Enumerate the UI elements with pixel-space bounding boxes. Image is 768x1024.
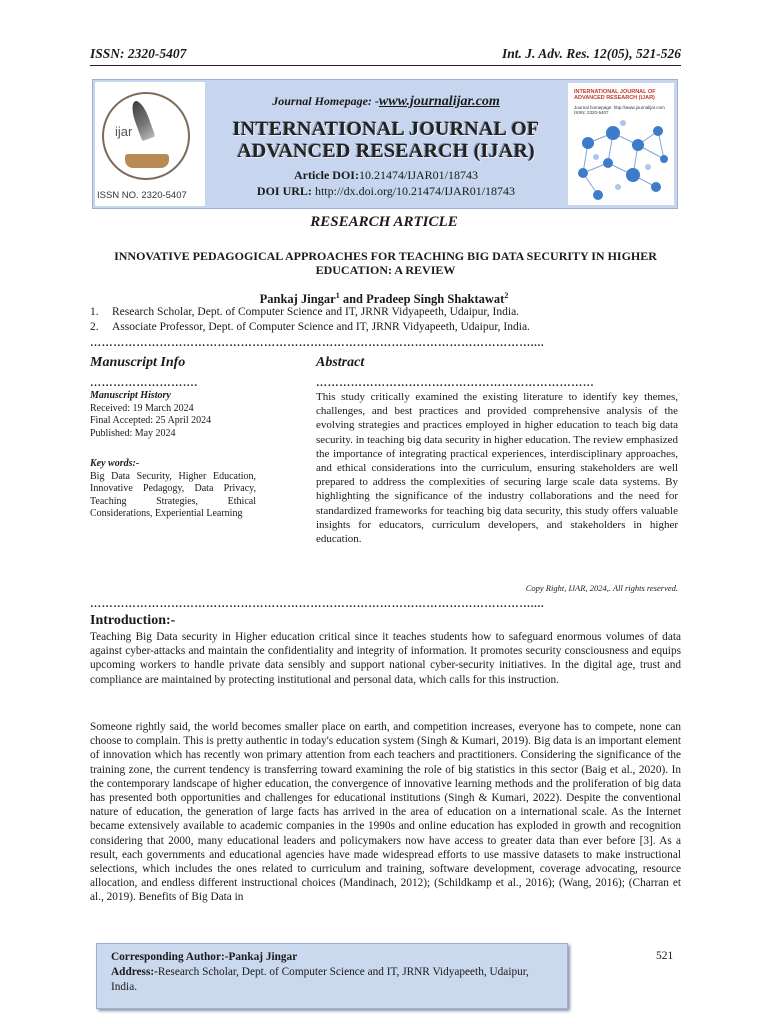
separator-dots: …………………………………………………………………………………………………….... bbox=[90, 337, 545, 349]
affiliation-number: 2. bbox=[90, 321, 99, 333]
issn-header: ISSN: 2320-5407 bbox=[90, 46, 187, 61]
title-line2: EDUCATION: A REVIEW bbox=[315, 263, 456, 277]
journal-name-line2: ADVANCED RESEARCH (IJAR) bbox=[237, 140, 535, 162]
manuscript-info-heading: Manuscript Info bbox=[90, 355, 186, 370]
banner-center bbox=[211, 80, 561, 210]
abstract-dots: ……………………………………………………………… bbox=[316, 377, 595, 389]
journal-homepage bbox=[211, 94, 561, 110]
affiliation-2 bbox=[90, 321, 530, 333]
article-doi bbox=[211, 168, 561, 183]
book-icon bbox=[125, 154, 169, 168]
doi-url-link[interactable]: http://dx.doi.org/10.21474/IJAR01/18743 bbox=[314, 184, 516, 198]
intro-paragraph-1: Teaching Big Data security in Higher education critical since it teaches students how to safeguard enormous volumes of data against cyber-attacks and maintain the confidentiality and integrity of information. It promotes security consciousness and equips upcoming workers to handle private data sensibly and support national cyber-security initiatives. In the digital age, trust and compliance are maintained by protecting institutional and personal data, which calls for this instruction. bbox=[90, 631, 681, 686]
abstract-text: This study critically examined the existing literature to identify key themes, challenges, and best practices and provided comprehensive analysis of the evolving strategies and practices employed in higher education to teach big data security. in teaching big data security in higher education. The review emphasized the importance of integrating practical experiences, interdisciplinary approaches, and ethical considerations into the curriculum, ensuring stakeholders are well prepared to address the complexities of securing large scale data systems. By highlighting the significance of the industry collaborations and the need for standardized frameworks for teaching big data security, this study offers valuable insights for educators, curriculum developers, and stakeholders in higher education. bbox=[316, 391, 678, 546]
address-text: Research Scholar, Dept. of Computer Science and IT, JRNR Vidyapeeth, Udaipur, India. bbox=[111, 966, 529, 993]
title-line1: INNOVATIVE PEDAGOGICAL APPROACHES FOR TEACHING BIG DATA SECURITY IN HIGHER bbox=[114, 249, 657, 263]
doi-value: 10.21474/IJAR01/18743 bbox=[358, 168, 478, 182]
affiliation-text: Associate Professor, Dept. of Computer Science and IT, JRNR Vidyapeeth, Udaipur, India. bbox=[112, 321, 530, 333]
keywords-label: Key words:- bbox=[90, 458, 140, 469]
intro-paragraph-2: Someone rightly said, the world becomes smaller place on earth, and competition increases, everyone has to compete, none can choose to complain. This is pretty authentic in today's education system (Singh & Kumari, 2019). Big data is an important element of innovation which has recently won primary attention from each teachers and practitioners. Considering the significance of the training zone, the current tendency is transferring toward examining the role of big statistics in this sector (Baig et al., 2020). In the contemporary landscape of higher education, the convergence of innovative learning methods and the proliferation of big data has presented both opportunities and challenges for educational institutions (Singh & Kumari, 2022). Despite the conventional nature of education, the generation of large facts has arrived in the area of education on a international scale. As the Internet became extensively available to academic companies in the 1990s and online education has exploded in growth and recognition considering that 2000, many educational leaders and policymakers now have access to greater data than ever before [3]. As a result, each governments and educational agencies have made widespread efforts to use massive datasets to make instructional selections, which includes the ones related to curriculum and training, software development, coverage advocating, resource allocation, and endless different instructional choices (Mandinach, 2012); (Schildkamp et al., 2016); (Wang, 2016); (Charran et al., 2019). Benefits of Big Data in bbox=[90, 721, 681, 904]
journal-name-line1: INTERNATIONAL JOURNAL OF bbox=[232, 118, 540, 140]
journal-cover-image bbox=[568, 83, 674, 205]
journal-banner bbox=[92, 79, 678, 209]
molecule-illustration-icon bbox=[568, 83, 674, 205]
abstract-heading: Abstract bbox=[316, 355, 365, 370]
homepage-link[interactable]: www.journalijar.com bbox=[378, 94, 500, 109]
corresponding-author bbox=[111, 950, 557, 965]
affiliation-text: Research Scholar, Dept. of Computer Science and IT, JRNR Vidyapeeth, Udaipur, India. bbox=[112, 306, 520, 318]
logo-issn: ISSN NO. 2320-5407 bbox=[97, 190, 187, 201]
accepted-date: Final Accepted: 25 April 2024 bbox=[90, 415, 212, 426]
ca-label: Corresponding Author:- bbox=[111, 951, 229, 963]
doi-url-label: DOI URL: bbox=[256, 184, 312, 198]
cover-title: INTERNATIONAL JOURNAL OF ADVANCED RESEARCH (IJAR) bbox=[574, 89, 656, 101]
homepage-label: Journal Homepage: - bbox=[272, 94, 379, 108]
manuscript-info bbox=[90, 390, 256, 521]
introduction-heading: Introduction:- bbox=[90, 613, 176, 628]
address-label: Address:- bbox=[111, 966, 158, 978]
page-number: 521 bbox=[656, 950, 674, 962]
journal-name bbox=[211, 118, 561, 162]
affiliation-1 bbox=[90, 306, 519, 318]
manuscript-history-label: Manuscript History bbox=[90, 390, 171, 401]
author-list bbox=[0, 291, 768, 307]
running-head bbox=[90, 46, 681, 66]
doi-url bbox=[211, 184, 561, 199]
author-1: Pankaj Jingar bbox=[259, 292, 336, 307]
author-2-sup: 2 bbox=[504, 291, 509, 300]
separator-dots: …………………………………………………………………………………………………….... bbox=[90, 598, 545, 610]
ca-name: Pankaj Jingar bbox=[228, 951, 298, 963]
corresponding-author-box bbox=[96, 943, 568, 1009]
logo-text: ijar bbox=[115, 124, 133, 139]
author-joiner: and bbox=[339, 292, 367, 307]
citation-header: Int. J. Adv. Res. 12(05), 521-526 bbox=[502, 46, 681, 61]
article-title bbox=[90, 249, 681, 277]
author-2: Pradeep Singh Shaktawat bbox=[366, 292, 505, 307]
cover-subtitle: Journal homepage: http://www.journalijar.com ISSN: 2320-5407 bbox=[574, 105, 665, 115]
copyright-notice: Copy Right, IJAR, 2024,. All rights reserved. bbox=[525, 583, 678, 593]
received-date: Received: 19 March 2024 bbox=[90, 402, 194, 414]
published-date: Published: May 2024 bbox=[90, 427, 176, 439]
doi-label: Article DOI: bbox=[294, 168, 359, 182]
section-tag: RESEARCH ARTICLE bbox=[310, 214, 458, 230]
author-1-sup: 1 bbox=[335, 291, 340, 300]
keywords: Big Data Security, Higher Education, Innovative Pedagogy, Data Privacy, Teaching Strategies, Ethical Considerations, Experiential Learning bbox=[90, 470, 256, 519]
affiliation-number: 1. bbox=[90, 306, 99, 318]
journal-logo bbox=[95, 82, 205, 206]
manuscript-dots: ………………………. bbox=[90, 377, 198, 389]
author-address bbox=[111, 965, 557, 995]
